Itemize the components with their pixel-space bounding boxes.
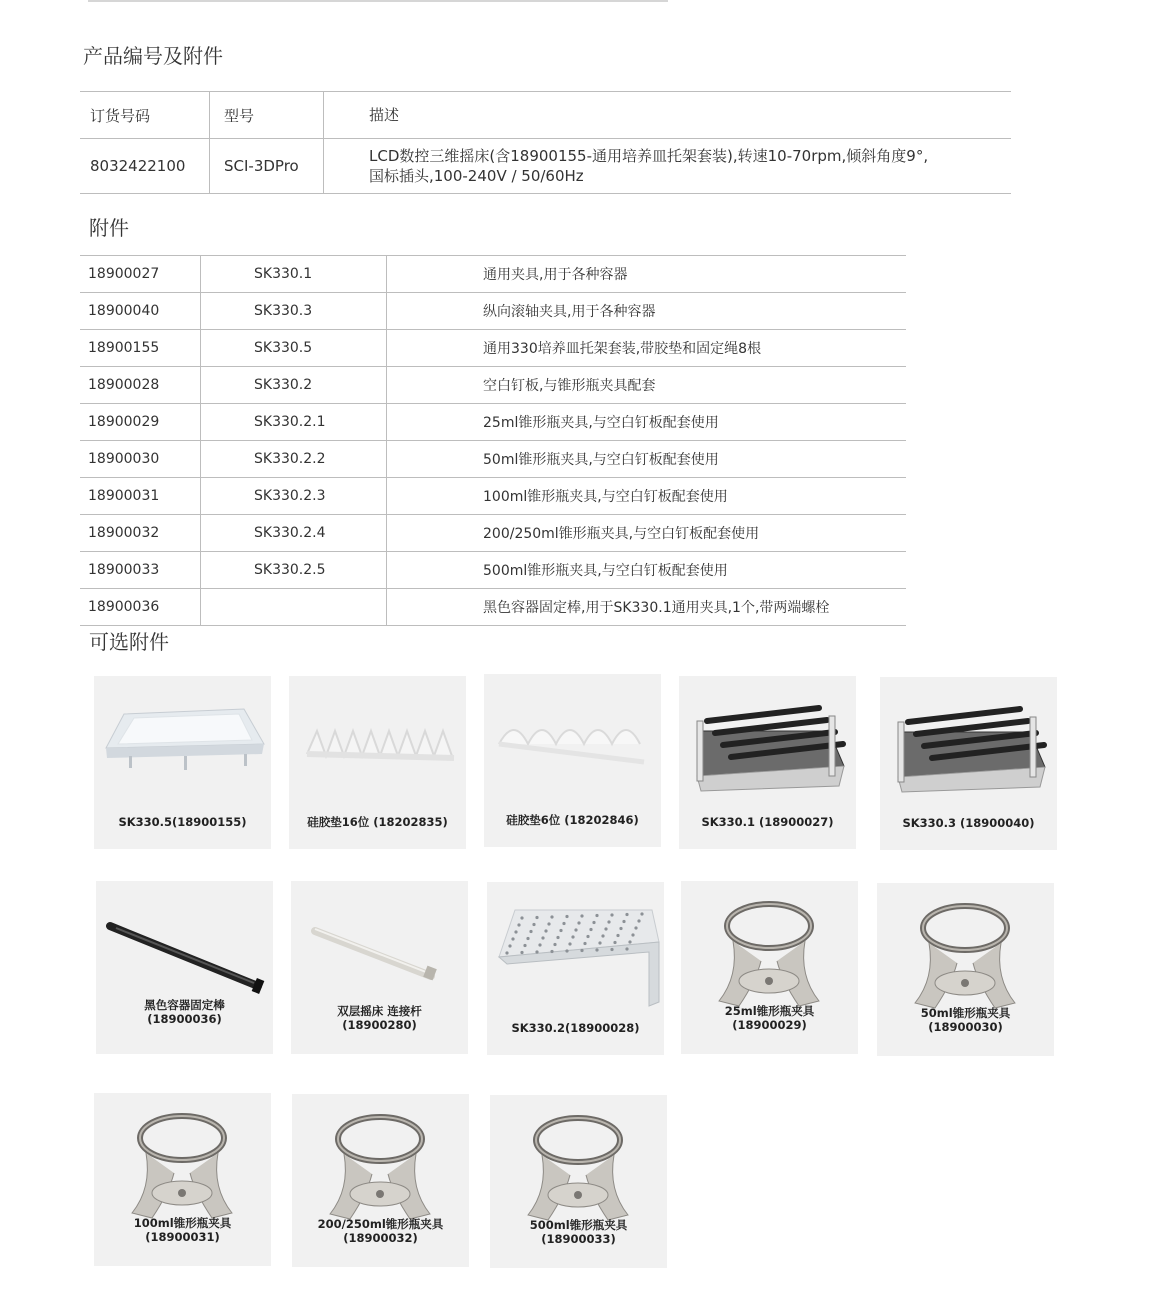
accessory-model: SK330.2.4 [201,515,387,552]
description-cell [324,139,1012,194]
accessory-card [94,1093,271,1266]
section-title-accessories: 附件 [89,216,129,240]
caption-line: SK330.2(18900028) [511,1021,640,1035]
caption-line: SK330.3 (18900040) [902,816,1035,830]
accessory-code: 18900040 [80,293,201,330]
accessory-model: SK330.5 [201,330,387,367]
accessory-code: 18900155 [80,330,201,367]
caption-line: 双层摇床 连接杆 [337,1004,422,1018]
caption-code: (18900031) [145,1230,220,1244]
section-title-optional: 可选附件 [89,630,169,654]
caption-line: 200/250ml锥形瓶夹具 [317,1217,444,1231]
header-model: 型号 [210,92,324,139]
accessory-caption [679,815,856,829]
accessory-code: 18900036 [80,589,201,626]
table-row [80,552,906,589]
accessory-code: 18900031 [80,478,201,515]
table-row [80,515,906,552]
accessory-card [94,676,271,849]
header-order-no: 订货号码 [80,92,210,139]
accessory-model [201,589,387,626]
accessory-card [880,677,1057,850]
accessory-card [96,881,273,1054]
top-divider [88,0,668,2]
accessory-caption [94,1216,271,1244]
accessory-model: SK330.2 [201,367,387,404]
product-table [80,91,1011,194]
caption-code: (18900030) [928,1020,1003,1034]
accessory-caption [484,813,661,827]
accessory-description: 纵向滚轴夹具,用于各种容器 [387,293,907,330]
header-description: 描述 [324,92,1012,139]
caption-line: 50ml锥形瓶夹具 [920,1006,1011,1020]
accessory-card [291,881,468,1054]
accessory-model: SK330.2.5 [201,552,387,589]
accessory-card [681,881,858,1054]
section-title-product: 产品编号及附件 [83,44,223,68]
accessory-model: SK330.2.2 [201,441,387,478]
description-line: LCD数控三维摇床(含18900155-通用培养皿托架套装),转速10-70rpm,倾斜角度9°, [369,147,929,165]
accessory-description: 空白钉板,与锥形瓶夹具配套 [387,367,907,404]
table-row [80,367,906,404]
accessory-description: 通用330培养皿托架套装,带胶垫和固定绳8根 [387,330,907,367]
accessory-card [484,674,661,847]
product-table-header [80,92,1011,139]
accessory-code: 18900029 [80,404,201,441]
black-rod-icon [96,881,273,1054]
caption-code: (18900280) [342,1018,417,1032]
accessory-code: 18900032 [80,515,201,552]
caption-line: SK330.1 (18900027) [701,815,834,829]
description-line: 国标插头,100-240V / 50/60Hz [369,167,584,185]
accessory-description: 200/250ml锥形瓶夹具,与空白钉板配套使用 [387,515,907,552]
accessory-code: 18900033 [80,552,201,589]
accessory-model: SK330.3 [201,293,387,330]
order-no-cell: 8032422100 [80,139,210,194]
accessory-code: 18900027 [80,256,201,293]
accessory-model: SK330.2.1 [201,404,387,441]
accessory-card [487,882,664,1055]
accessory-caption [292,1217,469,1245]
caption-code: (18900036) [147,1012,222,1026]
accessory-card [679,676,856,849]
accessories-table [80,255,906,626]
table-row [80,441,906,478]
accessory-description: 100ml锥形瓶夹具,与空白钉板配套使用 [387,478,907,515]
caption-line: 25ml锥形瓶夹具 [724,1004,815,1018]
accessory-description: 50ml锥形瓶夹具,与空白钉板配套使用 [387,441,907,478]
accessory-caption [96,998,273,1026]
accessory-description: 25ml锥形瓶夹具,与空白钉板配套使用 [387,404,907,441]
accessory-card [289,676,466,849]
accessory-caption [94,815,271,829]
caption-line: 硅胶垫6位 (18202846) [506,813,639,827]
accessory-description: 通用夹具,用于各种容器 [387,256,907,293]
accessory-model: SK330.1 [201,256,387,293]
table-row [80,589,906,626]
accessory-code: 18900028 [80,367,201,404]
accessory-description: 500ml锥形瓶夹具,与空白钉板配套使用 [387,552,907,589]
accessory-description: 黑色容器固定棒,用于SK330.1通用夹具,1个,带两端螺栓 [387,589,907,626]
accessory-caption [291,1004,468,1032]
caption-code: (18900032) [343,1231,418,1245]
accessory-caption [880,816,1057,830]
table-row [80,139,1011,194]
table-row [80,293,906,330]
accessory-caption [487,1021,664,1035]
accessory-model: SK330.2.3 [201,478,387,515]
table-row [80,404,906,441]
table-row [80,256,906,293]
caption-code: (18900029) [732,1018,807,1032]
accessory-card [490,1095,667,1268]
accessory-caption [289,815,466,829]
accessory-card [877,883,1054,1056]
accessory-caption [490,1218,667,1246]
table-row [80,330,906,367]
caption-line: 黑色容器固定棒 [144,998,225,1012]
caption-line: 100ml锥形瓶夹具 [133,1216,232,1230]
caption-code: (18900033) [541,1232,616,1246]
caption-line: SK330.5(18900155) [118,815,247,829]
accessory-code: 18900030 [80,441,201,478]
table-row [80,478,906,515]
accessory-card [292,1094,469,1267]
accessory-caption [681,1004,858,1032]
model-cell: SCI-3DPro [210,139,324,194]
caption-line: 硅胶垫16位 (18202835) [307,815,448,829]
accessory-caption [877,1006,1054,1034]
caption-line: 500ml锥形瓶夹具 [529,1218,628,1232]
